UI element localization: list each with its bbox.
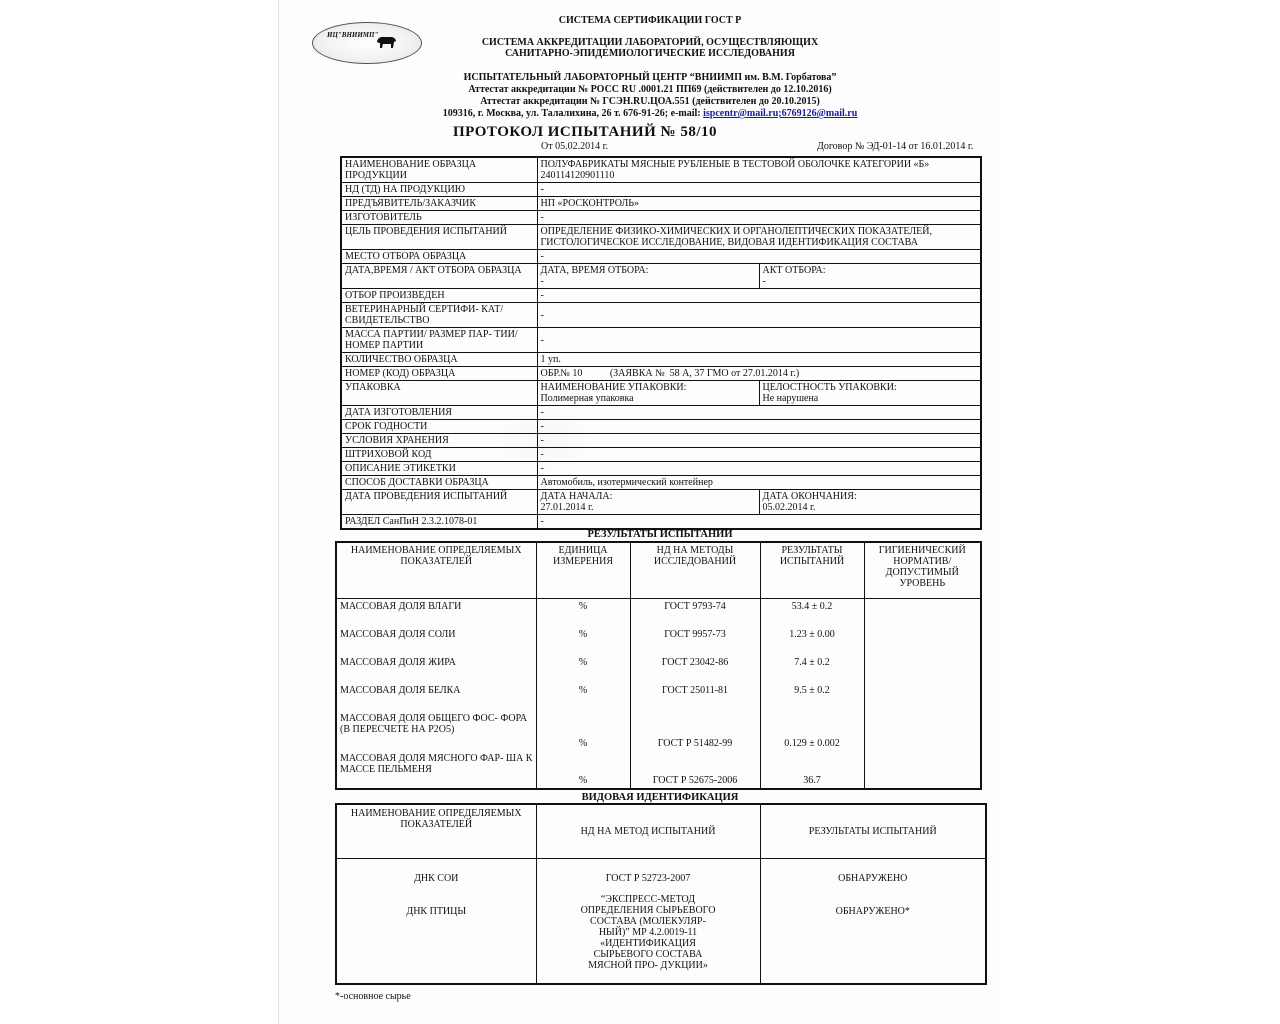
info-value bbox=[759, 264, 981, 289]
info-value bbox=[537, 490, 759, 515]
method: ГОСТ 23042-86 bbox=[630, 655, 760, 683]
method: ГОСТ Р 52723-2007 bbox=[536, 858, 760, 892]
info-label: СПОСОБ ДОСТАВКИ ОБРАЗЦА bbox=[341, 476, 537, 490]
sample-info-table bbox=[340, 156, 982, 530]
info-value: ПОЛУФАБРИКАТЫ МЯСНЫЕ РУБЛЕНЫЕ В ТЕСТОВОЙ ОБОЛОЧКЕ КАТЕГОРИИ «Б» 240114120901110 bbox=[537, 157, 981, 183]
result: 7.4 ± 0.2 bbox=[760, 655, 864, 683]
indicator-name: ДНК СОИ bbox=[336, 858, 536, 892]
info-label: УПАКОВКА bbox=[341, 381, 537, 406]
info-label: ШТРИХОВОЙ КОД bbox=[341, 448, 537, 462]
info-value: Автомобиль, изотермический контейнер bbox=[537, 476, 981, 490]
results-title: РЕЗУЛЬТАТЫ ИСПЫТАНИЙ bbox=[587, 529, 733, 540]
indicator-name: МАССОВАЯ ДОЛЯ ВЛАГИ bbox=[336, 598, 536, 627]
info-label: ОТБОР ПРОИЗВЕДЕН bbox=[341, 289, 537, 303]
method: ГОСТ 9957-73 bbox=[630, 627, 760, 655]
info-label: НОМЕР (КОД) ОБРАЗЦА bbox=[341, 367, 537, 381]
info-value: - bbox=[537, 328, 981, 353]
info-value: ОБР.№ 10 (ЗАЯВКА № 58 А, 37 ГМО от 27.01.2014 г.) bbox=[537, 367, 981, 381]
lab-center: ИСПЫТАТЕЛЬНЫЙ ЛАБОРАТОРНЫЙ ЦЕНТР “ВНИИМП им. В.М. Горбатова” bbox=[463, 72, 837, 83]
info-label: НАИМЕНОВАНИЕ ОБРАЗЦА ПРОДУКЦИИ bbox=[341, 157, 537, 183]
indicator-name: МАССОВАЯ ДОЛЯ МЯСНОГО ФАР- ША К МАССЕ ПЕЛЬМЕНЯ bbox=[336, 751, 536, 789]
address: 109316, г. Москва, ул. Талалихина, 26 т. 676-91-26; e-mail: bbox=[442, 108, 704, 119]
info-label: ВЕТЕРИНАРНЫЙ СЕРТИФИ- КАТ/СВИДЕТЕЛЬСТВО bbox=[341, 303, 537, 328]
protocol-date: От 05.02.2014 г. bbox=[541, 141, 609, 152]
unit: % bbox=[536, 751, 630, 789]
sub-label: АКТ ОТБОРА: bbox=[762, 265, 826, 276]
info-value: - bbox=[537, 448, 981, 462]
indicator-name: МАССОВАЯ ДОЛЯ БЕЛКА bbox=[336, 683, 536, 711]
unit: % bbox=[536, 655, 630, 683]
info-value bbox=[537, 264, 759, 289]
info-value: НП «РОСКОНТРОЛЬ» bbox=[537, 197, 981, 211]
info-label: ОПИСАНИЕ ЭТИКЕТКИ bbox=[341, 462, 537, 476]
info-value: ОПРЕДЕЛЕНИЕ ФИЗИКО-ХИМИЧЕСКИХ И ОРГАНОЛЕПТИЧЕСКИХ ПОКАЗАТЕЛЕЙ, ГИСТОЛОГИЧЕСКОЕ ИССЛЕДОВАНИЕ, ВИДОВАЯ ИДЕНТИФИКАЦИЯ СОСТАВА bbox=[537, 225, 981, 250]
footnote: *-основное сырье bbox=[335, 991, 411, 1002]
info-label: ПРЕДЪЯВИТЕЛЬ/ЗАКАЗЧИК bbox=[341, 197, 537, 211]
result: 36.7 bbox=[760, 751, 864, 789]
logo-text: ИЦ"ВНИИМП" bbox=[327, 31, 379, 39]
info-value: - bbox=[537, 406, 981, 420]
email-link[interactable]: ispcentr@mail.ru;6769126@mail.ru bbox=[703, 108, 858, 119]
result: 0.129 ± 0.002 bbox=[760, 711, 864, 751]
info-value: - bbox=[537, 183, 981, 197]
info-label: ДАТА,ВРЕМЯ / АКТ ОТБОРА ОБРАЗЦА bbox=[341, 264, 537, 289]
info-label: ИЗГОТОВИТЕЛЬ bbox=[341, 211, 537, 225]
info-value: - bbox=[537, 250, 981, 264]
info-label: МАССА ПАРТИИ/ РАЗМЕР ПАР- ТИИ/НОМЕР ПАРТИИ bbox=[341, 328, 537, 353]
info-label: НД (ТД) НА ПРОДУКЦИЮ bbox=[341, 183, 537, 197]
info-value: - bbox=[537, 462, 981, 476]
species-header: НД НА МЕТОД ИСПЫТАНИЙ bbox=[536, 804, 760, 858]
info-label: ДАТА ИЗГОТОВЛЕНИЯ bbox=[341, 406, 537, 420]
result: 9.5 ± 0.2 bbox=[760, 683, 864, 711]
indicator-name: ДНК ПТИЦЫ bbox=[336, 892, 536, 984]
species-header: РЕЗУЛЬТАТЫ ИСПЫТАНИЙ bbox=[760, 804, 986, 858]
results-header: ЕДИНИЦА ИЗМЕРЕНИЯ bbox=[536, 542, 630, 598]
sub-label: ДАТА НАЧАЛА: bbox=[540, 491, 613, 502]
sub-label: НАИМЕНОВАНИЕ УПАКОВКИ: bbox=[540, 382, 687, 393]
info-value: - bbox=[537, 515, 981, 530]
info-label: УСЛОВИЯ ХРАНЕНИЯ bbox=[341, 434, 537, 448]
info-value: - bbox=[537, 303, 981, 328]
info-value: - bbox=[537, 211, 981, 225]
protocol-title: ПРОТОКОЛ ИСПЫТАНИЙ № 58/10 bbox=[453, 124, 717, 140]
info-value: - bbox=[537, 420, 981, 434]
result: ОБНАРУЖЕНО* bbox=[760, 892, 986, 984]
indicator-name: МАССОВАЯ ДОЛЯ ЖИРА bbox=[336, 655, 536, 683]
sub-label: ЦЕЛОСТНОСТЬ УПАКОВКИ: bbox=[762, 382, 897, 393]
info-label: СРОК ГОДНОСТИ bbox=[341, 420, 537, 434]
table-row bbox=[336, 858, 986, 892]
sub-value: - bbox=[540, 276, 544, 287]
sub-value: 27.01.2014 г. bbox=[540, 502, 594, 513]
info-value: - bbox=[537, 434, 981, 448]
result: ОБНАРУЖЕНО bbox=[760, 858, 986, 892]
unit: % bbox=[536, 711, 630, 751]
indicator-name: МАССОВАЯ ДОЛЯ ОБЩЕГО ФОС- ФОРА (В ПЕРЕСЧЕТЕ НА Р2О5) bbox=[336, 711, 536, 751]
results-header: РЕЗУЛЬТАТЫ ИСПЫТАНИЙ bbox=[760, 542, 864, 598]
species-header: НАИМЕНОВАНИЕ ОПРЕДЕЛЯЕМЫХ ПОКАЗАТЕЛЕЙ bbox=[336, 804, 536, 858]
sub-label: ДАТА ОКОНЧАНИЯ: bbox=[762, 491, 857, 502]
unit: % bbox=[536, 627, 630, 655]
info-label: ДАТА ПРОВЕДЕНИЯ ИСПЫТАНИЙ bbox=[341, 490, 537, 515]
method: ГОСТ Р 51482-99 bbox=[630, 711, 760, 751]
table-row bbox=[336, 598, 981, 627]
info-value bbox=[759, 381, 981, 406]
unit: % bbox=[536, 598, 630, 627]
info-value bbox=[759, 490, 981, 515]
method: ГОСТ Р 52675-2006 bbox=[630, 751, 760, 789]
sub-label: ДАТА, ВРЕМЯ ОТБОРА: bbox=[540, 265, 649, 276]
info-value: - bbox=[537, 289, 981, 303]
results-table bbox=[335, 541, 982, 790]
norm bbox=[864, 598, 981, 789]
info-value: 1 уп. bbox=[537, 353, 981, 367]
info-label: РАЗДЕЛ СанПиН 2.3.2.1078-01 bbox=[341, 515, 537, 530]
species-table bbox=[335, 803, 987, 985]
info-value bbox=[537, 381, 759, 406]
info-label: КОЛИЧЕСТВО ОБРАЗЦА bbox=[341, 353, 537, 367]
sub-value: 05.02.2014 г. bbox=[762, 502, 816, 513]
sub-value: Не нарушена bbox=[762, 393, 819, 404]
result: 53.4 ± 0.2 bbox=[760, 598, 864, 627]
species-title: ВИДОВАЯ ИДЕНТИФИКАЦИЯ bbox=[581, 792, 739, 803]
results-header: НАИМЕНОВАНИЕ ОПРЕДЕЛЯЕМЫХ ПОКАЗАТЕЛЕЙ bbox=[336, 542, 536, 598]
method: “ЭКСПРЕСС-МЕТОД ОПРЕДЕЛЕНИЯ СЫРЬЕВОГО СОСТАВА (МОЛЕКУЛЯР- НЫЙ)” МР 4.2.0019-11 «ИДЕНТИФИКАЦИЯ СЫРЬЕВОГО СОСТАВА МЯСНОЙ ПРО- ДУКЦИИ» bbox=[536, 892, 760, 984]
method: ГОСТ 25011-81 bbox=[630, 683, 760, 711]
sub-value: Полимерная упаковка bbox=[540, 393, 634, 404]
results-header: НД НА МЕТОДЫ ИССЛЕДОВАНИЙ bbox=[630, 542, 760, 598]
contract-number: Договор № ЭД-01-14 от 16.01.2014 г. bbox=[817, 141, 974, 152]
attestat-1: Аттестат аккредитации № РОСС RU .0001.21 ПП69 (действителен до 12.10.2016) bbox=[468, 84, 832, 95]
info-label: ЦЕЛЬ ПРОВЕДЕНИЯ ИСПЫТАНИЙ bbox=[341, 225, 537, 250]
attestat-2: Аттестат аккредитации № ГСЭН.RU.ЦОА.551 (действителен до 20.10.2015) bbox=[480, 96, 820, 107]
info-label: МЕСТО ОТБОРА ОБРАЗЦА bbox=[341, 250, 537, 264]
sub-value: - bbox=[762, 276, 766, 287]
unit: % bbox=[536, 683, 630, 711]
accreditation-line-2: САНИТАРНО-ЭПИДЕМИОЛОГИЧЕСКИЕ ИССЛЕДОВАНИЯ bbox=[505, 48, 795, 59]
method: ГОСТ 9793-74 bbox=[630, 598, 760, 627]
indicator-name: МАССОВАЯ ДОЛЯ СОЛИ bbox=[336, 627, 536, 655]
accreditation-line-1: СИСТЕМА АККРЕДИТАЦИИ ЛАБОРАТОРИЙ, ОСУЩЕСТВЛЯЮЩИХ bbox=[481, 37, 819, 48]
cert-system: СИСТЕМА СЕРТИФИКАЦИИ ГОСТ Р bbox=[558, 15, 742, 26]
results-header: ГИГИЕНИЧЕСКИЙ НОРМАТИВ/ ДОПУСТИМЫЙ УРОВЕНЬ bbox=[864, 542, 981, 598]
address-line bbox=[300, 108, 1000, 119]
table-row bbox=[336, 892, 986, 984]
result: 1.23 ± 0.00 bbox=[760, 627, 864, 655]
